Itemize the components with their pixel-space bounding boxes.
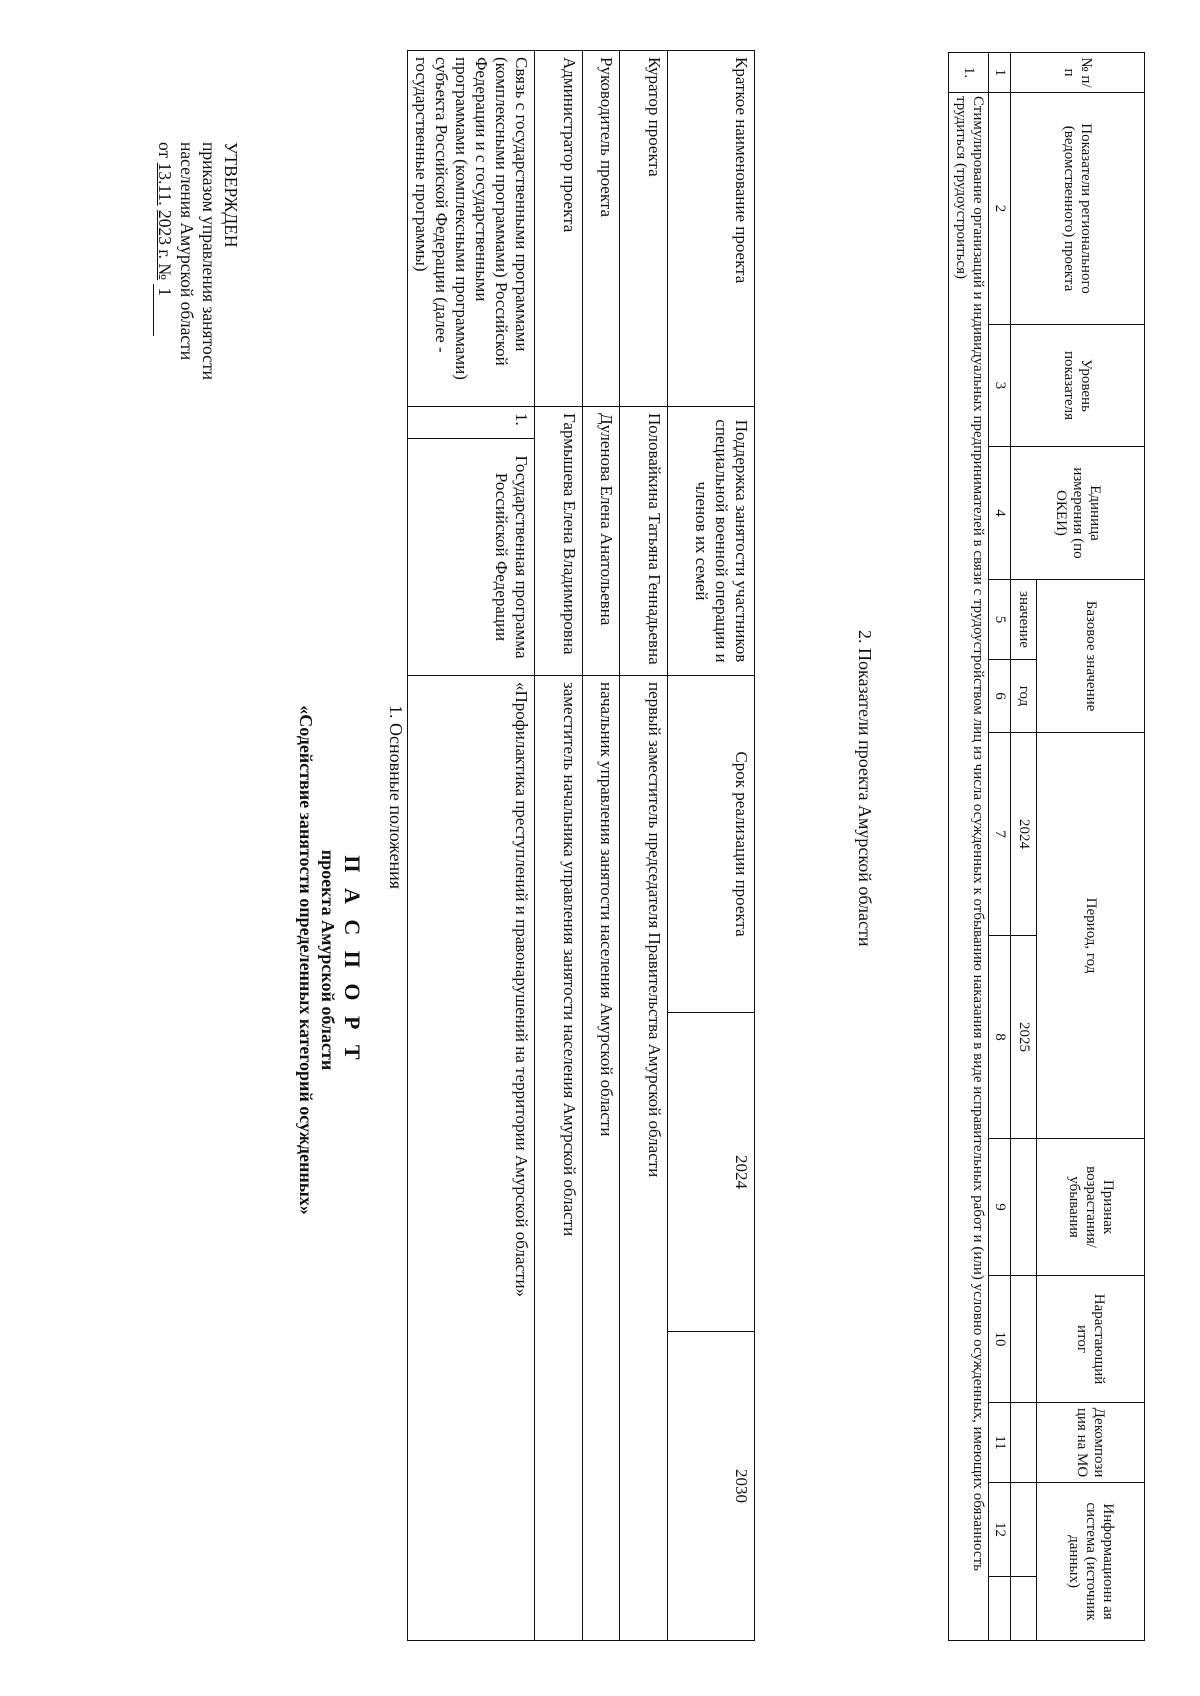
link-value: «Профилактика преступлений и правонарушений на территории Амурской области»: [408, 676, 535, 1641]
col-number: 2: [989, 93, 1011, 325]
approval-line-1: УТВЕРЖДЕН: [221, 142, 241, 248]
approval-year: 2023 г. №: [155, 210, 175, 281]
indicators-table: [948, 52, 1145, 1641]
row-label: Администратор проекта: [535, 51, 583, 407]
title-main: П А С П О Р Т: [340, 855, 365, 1065]
approval-line-2: приказом управления занятости: [199, 142, 219, 380]
approval-number: 1: [153, 284, 176, 336]
header-indicator: Показатели регионального (ведомственного) проекта: [1011, 93, 1145, 325]
row-label: Куратор проекта: [620, 51, 668, 407]
col-number: 8: [989, 936, 1011, 1139]
col-number: 10: [989, 1276, 1011, 1403]
header-sign: Признак возрастания/ убывания: [1037, 1139, 1145, 1276]
header-infosys: Информационн ая система (источник данных): [1037, 1483, 1145, 1641]
table-row: [668, 51, 755, 1641]
row-position: первый заместитель председателя Правительства Амурской области: [620, 676, 668, 1641]
table-row: [408, 51, 535, 1641]
header-year-1: 2024: [1011, 733, 1037, 936]
approval-date-line: [153, 142, 176, 462]
table-row: [535, 51, 583, 1641]
col-number: 9: [989, 1139, 1011, 1276]
col-number: 4: [989, 447, 1011, 580]
title-sub-2: «Содействие занятости определенных категорий осужденных»: [296, 705, 316, 1215]
row-person: Дуленова Елена Анатольевна: [583, 407, 620, 676]
col-number: 12: [989, 1483, 1011, 1577]
short-name-value: Поддержка занятости участников специальной военной операции и членов их семей: [668, 407, 755, 676]
header-base-value: значение: [1011, 580, 1037, 660]
approval-date: 13.11.: [155, 162, 175, 206]
header-num: № п/п: [1011, 53, 1145, 93]
year-start: 2024: [668, 1013, 755, 1332]
approval-line-3: населения Амурской области: [177, 142, 197, 361]
main-provisions-table: [407, 50, 755, 1641]
table-row: [620, 51, 668, 1641]
row-text: Стимулирование организаций и индивидуальных предпринимателей в связи с трудоустройством лиц из числа осужденных к отбыванию наказания в виде исправительных работ и (или) условно осужденных, имеющих обязанность трудиться (трудоустроиться): [949, 93, 989, 1641]
title-sub-1: проекта Амурской области: [318, 849, 338, 1071]
row-num: 1.: [949, 53, 989, 93]
row-label: Руководитель проекта: [583, 51, 620, 407]
table-row: [949, 53, 989, 1641]
section-1-heading: 1. Основные положения: [386, 705, 406, 889]
header-year-2: 2025: [1011, 936, 1037, 1139]
table-row: [583, 51, 620, 1641]
link-num: 1.: [408, 407, 535, 439]
col-number: 1: [989, 53, 1011, 93]
col-number: 6: [989, 660, 1011, 733]
header-level: Уровень показателя: [1011, 325, 1145, 447]
header-base-year: год: [1011, 660, 1037, 733]
header-unit: Единица измерения (по ОКЕИ): [1011, 447, 1145, 580]
term-label: Срок реализации проекта: [668, 676, 755, 1013]
col-number: 5: [989, 580, 1011, 660]
header-cumulative: Нарастающий итог: [1037, 1276, 1145, 1403]
document-title: [295, 660, 365, 1260]
approval-prefix: от: [155, 142, 175, 159]
col-number: 7: [989, 733, 1011, 936]
link-program: Государственная программа Российской Федерации: [408, 439, 535, 676]
row-position: начальник управления занятости населения Амурской области: [583, 676, 620, 1641]
link-label: Связь с государственными программами (комплексными программами) Российской Федерации и с государственными программами (комплексными программами) субъекта Российской Федерации (далее - государственные программы): [408, 51, 535, 407]
row-person: Половайкина Татьяна Геннадьевна: [620, 407, 668, 676]
table-header-row: [1037, 53, 1145, 1641]
short-name-label: Краткое наименование проекта: [668, 51, 755, 407]
approval-block: [153, 142, 242, 462]
row-position: заместитель начальника управления занятости населения Амурской области: [535, 676, 583, 1641]
header-decomp: Декомпози ция на МО: [1037, 1403, 1145, 1483]
col-number: 3: [989, 325, 1011, 447]
column-numbers-row: [989, 53, 1011, 1641]
year-end: 2030: [668, 1332, 755, 1641]
header-period: Период, год: [1037, 733, 1145, 1139]
col-number: 11: [989, 1403, 1011, 1483]
section-2-heading: 2. Показатели проекта Амурской области: [855, 630, 875, 947]
header-base: Базовое значение: [1037, 580, 1145, 733]
row-person: Гармышева Елена Владимировна: [535, 407, 583, 676]
